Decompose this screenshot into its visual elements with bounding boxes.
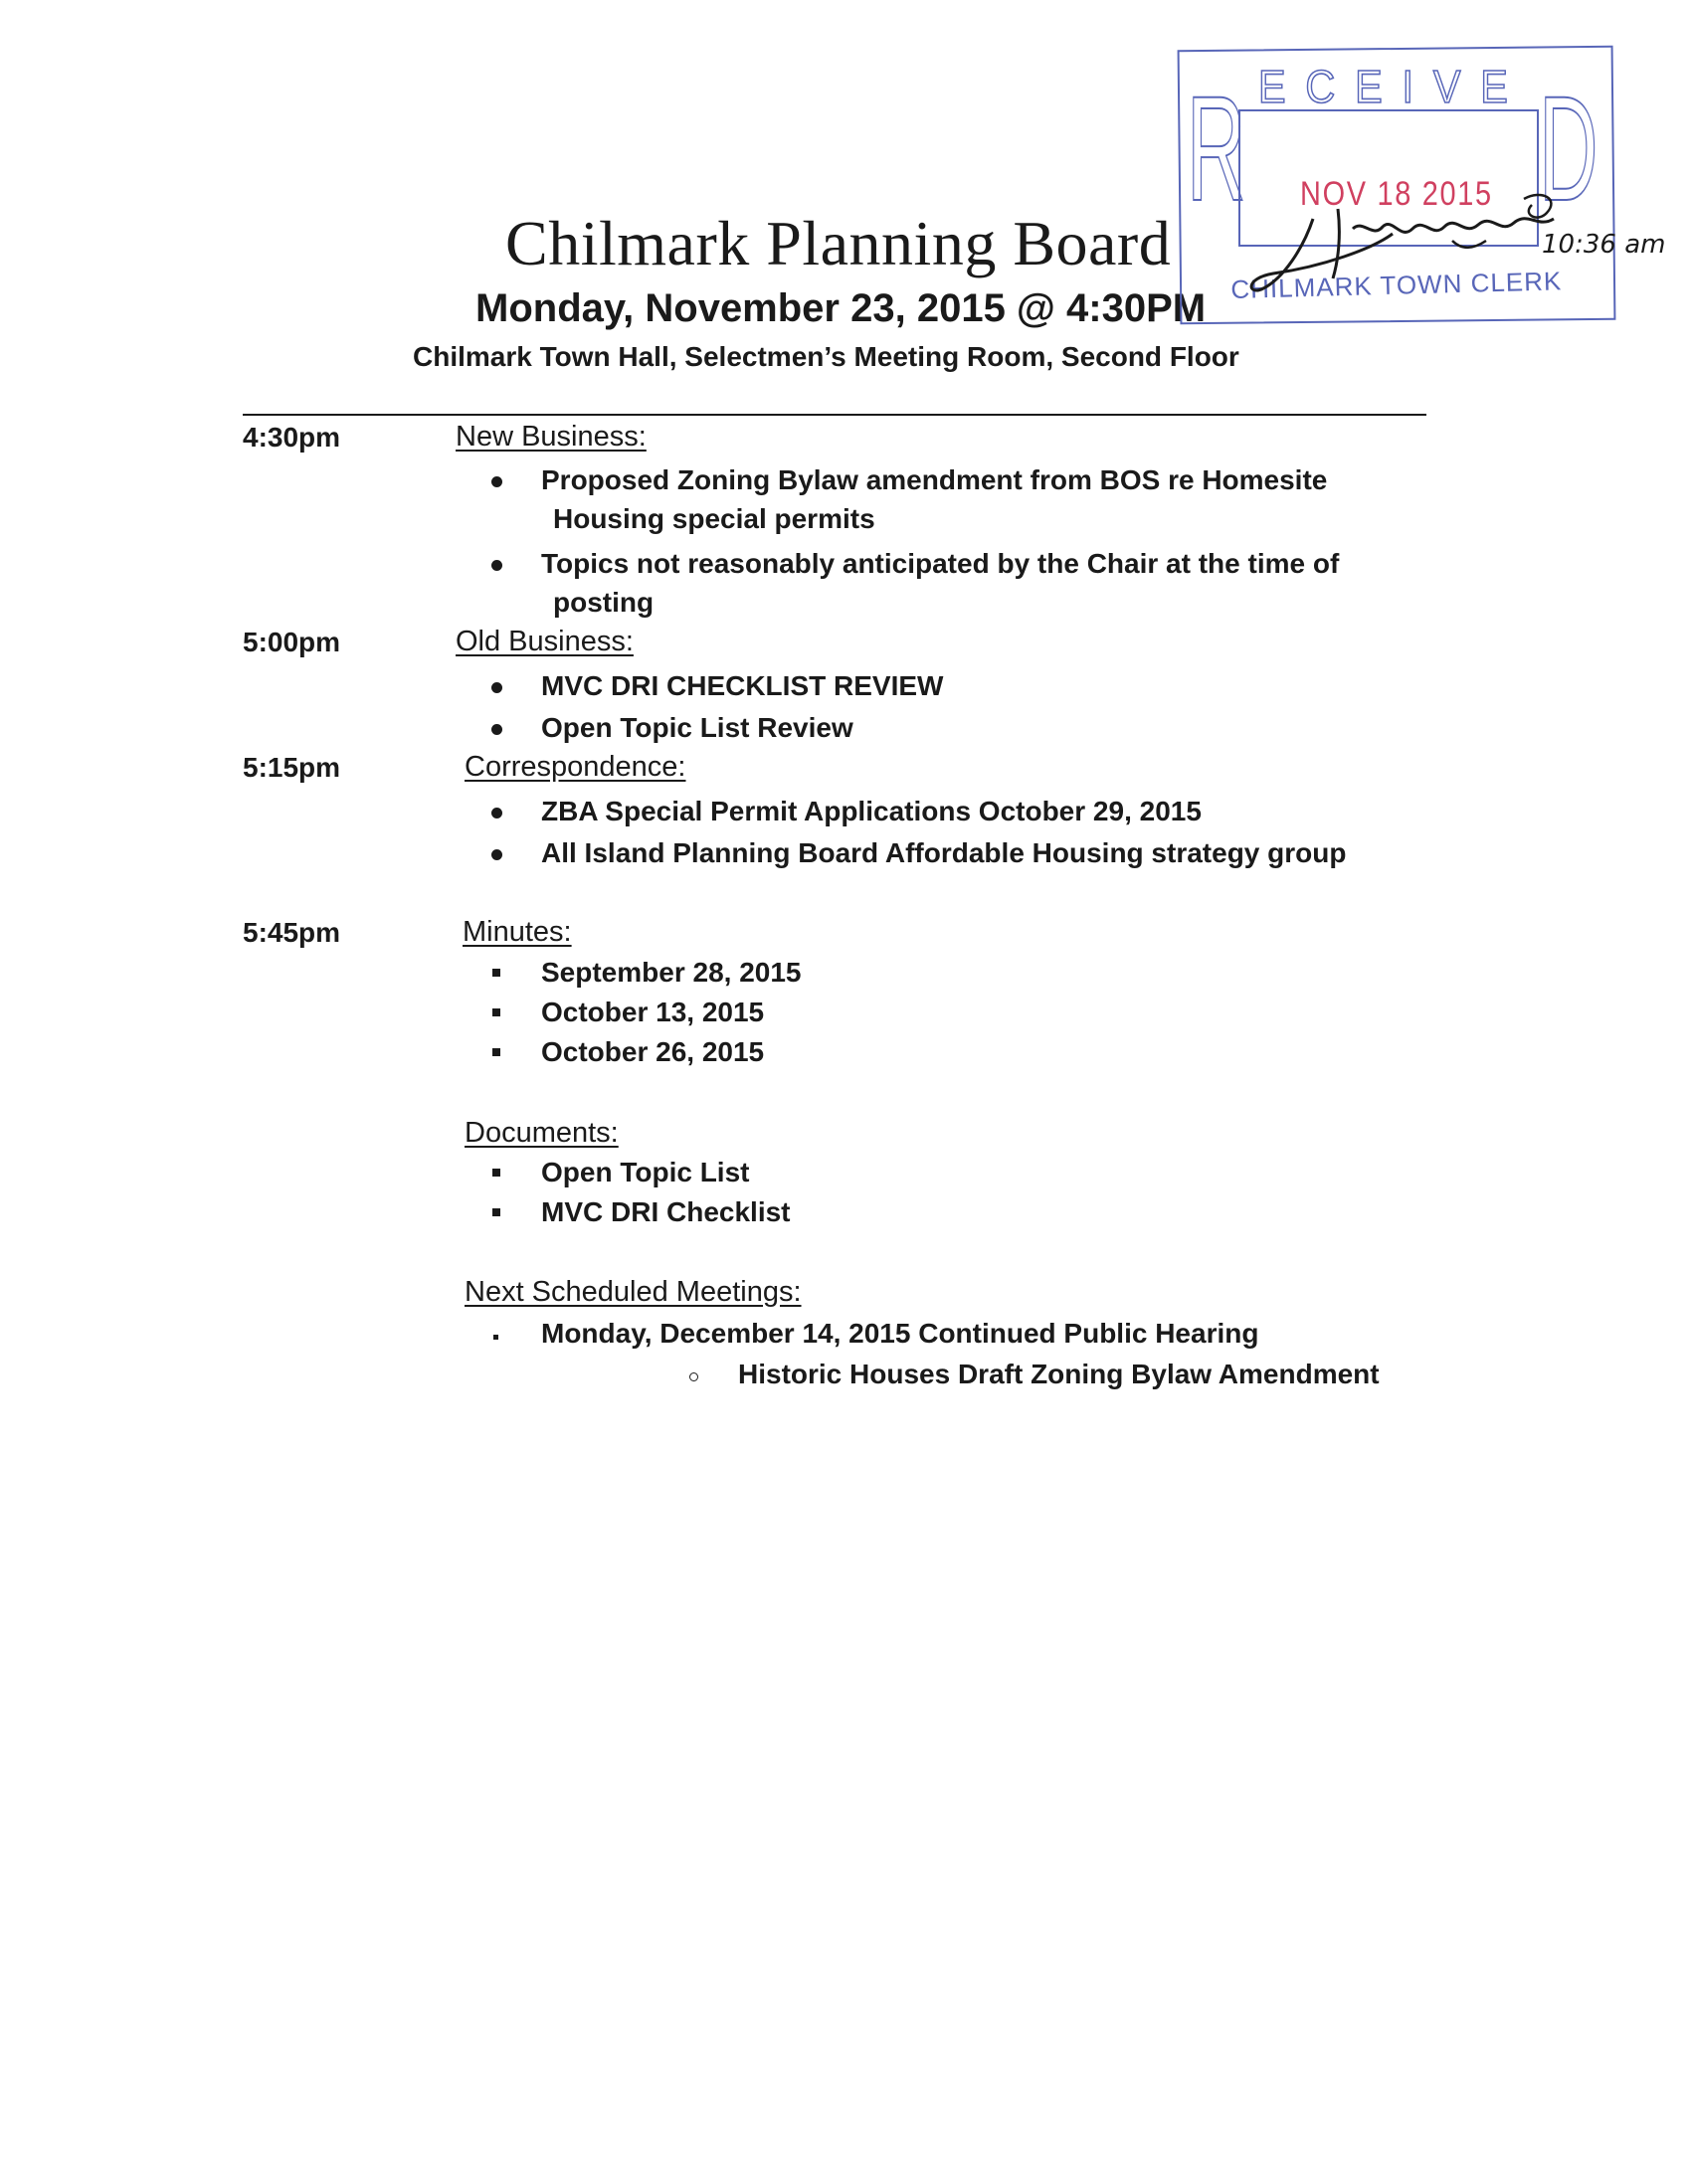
bullet-square-icon — [492, 969, 500, 977]
header-divider — [243, 414, 1426, 416]
bullet-square-icon — [492, 1208, 500, 1216]
list-item: Monday, December 14, 2015 Continued Public Hearing — [541, 1318, 1259, 1349]
list-item-continued: posting — [553, 587, 655, 618]
bullet-dot-icon — [491, 808, 502, 819]
heading-minutes: Minutes: — [463, 916, 572, 948]
list-item: Open Topic List — [541, 1157, 750, 1187]
stamp-letter-d: D — [1539, 65, 1598, 232]
bullet-dot-icon — [491, 560, 502, 571]
list-item: Proposed Zoning Bylaw amendment from BOS re Homesite — [541, 464, 1328, 495]
time-minutes: 5:45pm — [243, 917, 341, 948]
list-item: Topics not reasonably anticipated by the Chair at the time of — [541, 548, 1340, 579]
stamp-time-note: 10:36 am — [1542, 230, 1666, 260]
list-item: October 13, 2015 — [541, 997, 765, 1027]
list-subitem: Historic Houses Draft Zoning Bylaw Amendment — [738, 1359, 1380, 1389]
stamp-word: ECEIVE — [1258, 61, 1528, 112]
stamp-date: NOV 18 2015 — [1300, 175, 1493, 213]
bullet-dot-icon — [491, 724, 502, 735]
board-title: Chilmark Planning Board — [505, 208, 1172, 278]
heading-correspondence: Correspondence: — [465, 751, 686, 783]
time-new-business: 4:30pm — [243, 422, 341, 453]
heading-next-meetings: Next Scheduled Meetings: — [465, 1276, 802, 1308]
time-old-business: 5:00pm — [243, 627, 341, 657]
time-correspondence: 5:15pm — [243, 752, 341, 783]
list-item: All Island Planning Board Affordable Housing strategy group — [541, 837, 1347, 868]
list-item: MVC DRI Checklist — [541, 1196, 791, 1227]
heading-documents: Documents: — [465, 1117, 619, 1149]
bullet-dot-icon — [491, 476, 502, 487]
bullet-square-icon — [493, 1335, 498, 1340]
bullet-square-icon — [492, 1169, 500, 1177]
bullet-circle-icon — [689, 1372, 698, 1381]
list-item: October 26, 2015 — [541, 1036, 765, 1067]
heading-old-business: Old Business: — [456, 626, 634, 657]
list-item: ZBA Special Permit Applications October 29, 2015 — [541, 796, 1202, 826]
heading-new-business: New Business: — [456, 421, 647, 453]
stamp-letter-r: R — [1187, 65, 1246, 232]
list-item: MVC DRI CHECKLIST REVIEW — [541, 670, 944, 701]
meeting-location: Chilmark Town Hall, Selectmen’s Meeting Room, Second Floor — [413, 341, 1239, 372]
bullet-square-icon — [492, 1008, 500, 1016]
bullet-dot-icon — [491, 849, 502, 860]
list-item-continued: Housing special permits — [553, 503, 875, 534]
meeting-date: Monday, November 23, 2015 @ 4:30PM — [475, 286, 1207, 330]
list-item: Open Topic List Review — [541, 712, 853, 743]
bullet-square-icon — [492, 1048, 500, 1056]
bullet-dot-icon — [491, 682, 502, 693]
list-item: September 28, 2015 — [541, 957, 802, 988]
stamp-clerk-label: CHILMARK TOWN CLERK — [1230, 266, 1563, 304]
signature-image — [1243, 179, 1666, 318]
